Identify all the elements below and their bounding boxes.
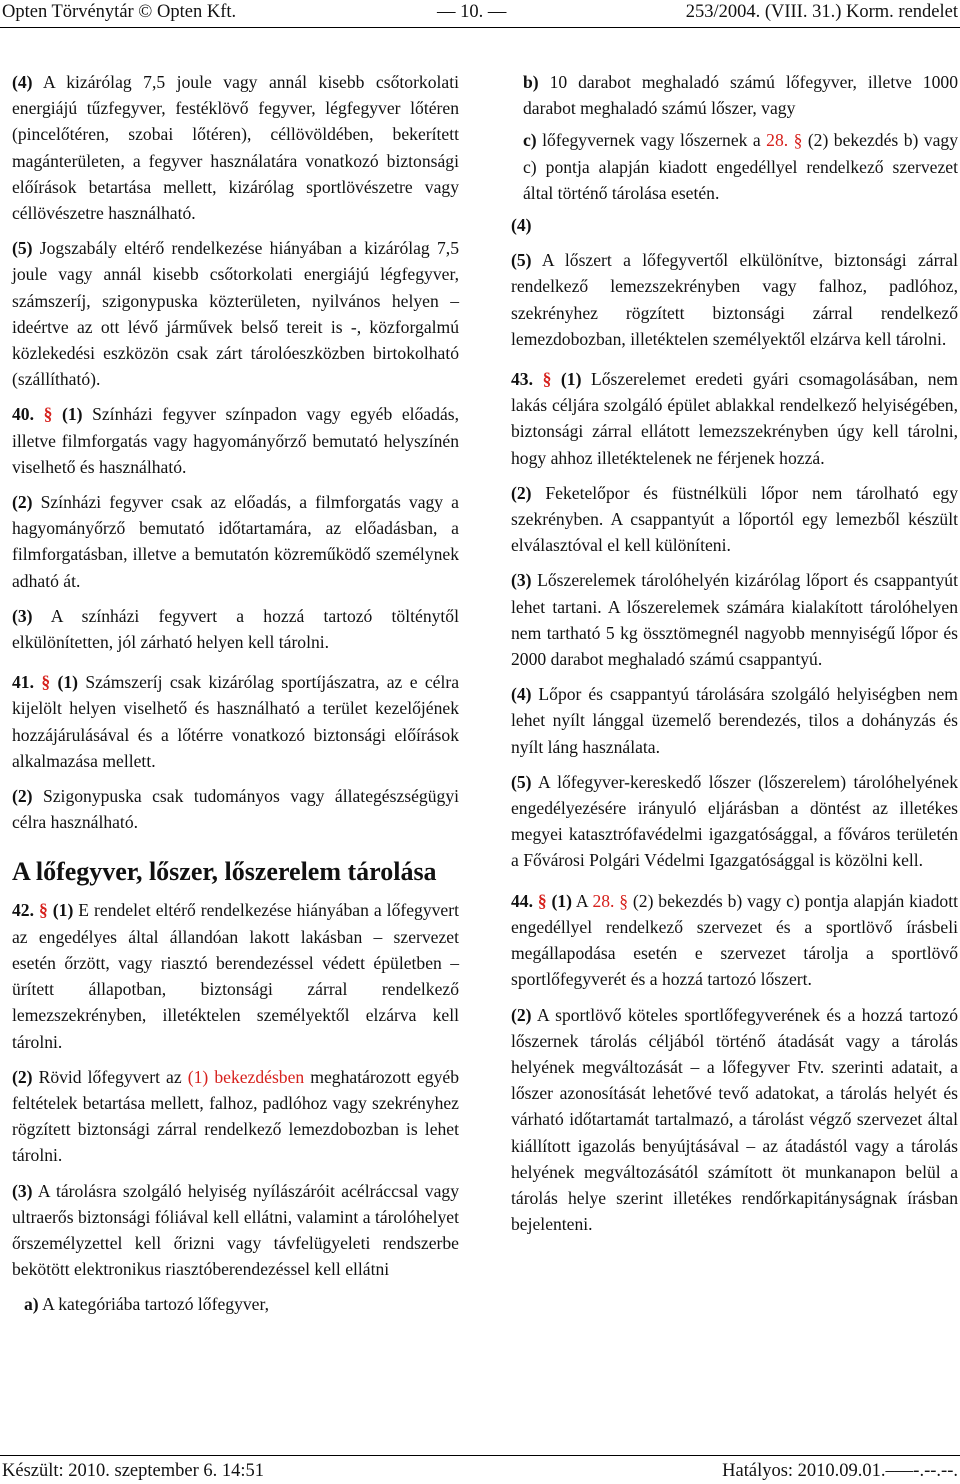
paragraph-number: (3): [511, 570, 532, 591]
section-heading: A lőfegyver, lőszer, lőszerelem tárolása: [12, 857, 437, 887]
section-41-paragraph-2: [12, 783, 459, 835]
section-42-paragraph-1: [12, 897, 459, 1054]
section-sign-link[interactable]: §: [39, 900, 48, 921]
paragraph-number: (1): [551, 890, 572, 911]
paragraph-number: (4): [511, 684, 532, 705]
paragraph-4: [12, 69, 459, 226]
section-sign-link[interactable]: §: [537, 890, 547, 911]
section-number: 44.: [511, 890, 533, 911]
section-number: 43.: [511, 369, 533, 390]
paragraph-text: A tárolásra szolgáló helyiség nyílászáróit acélráccsal vagy ultraerős biztonsági fóliával kell ellátni, valamint a tárolóhelyet őrszemélyzettel kell őrizni vagy távfelügyeleti rendszerbe bekötött elektronikus riasztóberendezéssel kell ellátni: [12, 1180, 459, 1280]
section-reference-link[interactable]: 28. §: [766, 130, 803, 151]
header-decree-title: 253/2004. (VIII. 31.) Korm. rendelet: [685, 2, 958, 22]
footer-created: Készült: 2010. szeptember 6. 14:51: [2, 1461, 265, 1481]
list-item-label: b): [523, 72, 539, 92]
list-item-a: [12, 1291, 459, 1317]
paragraph-number: (5): [511, 771, 532, 792]
section-sign-link[interactable]: §: [41, 672, 51, 693]
list-item-text: 10 darabot meghaladó számú lőfegyver, illetve 1000 darabot meghaladó számú lőszer, vagy: [523, 72, 958, 119]
list-item-text: (2) bekezdés b) vagy c) pontja alapján kiadott engedéllyel rendelkező szervezet által történő tárolása esetén.: [523, 130, 958, 203]
paragraph-text: Lőpor és csappantyú tárolására szolgáló helyiségben nem lehet nyílt lánggal üzemelő berendezés, tilos a dohányzás és nyílt láng használata.: [511, 684, 958, 757]
section-number: 42.: [12, 900, 34, 921]
paragraph-4-empty: [511, 212, 958, 238]
paragraph-number: (1): [560, 369, 582, 390]
paragraph-number: (5): [511, 250, 532, 271]
section-43-paragraph-2: [511, 480, 958, 559]
paragraph-number: (2): [12, 786, 33, 807]
section-44-paragraph-2: [511, 1002, 958, 1238]
section-sign-link[interactable]: §: [542, 369, 552, 390]
section-43-paragraph-4: [511, 681, 958, 760]
section-40-paragraph-3: [12, 603, 459, 655]
paragraph-number: (2): [12, 492, 33, 513]
left-column: [12, 69, 459, 1324]
header-divider: [0, 27, 960, 28]
section-44-paragraph-1: [511, 888, 958, 993]
paragraph-number: (2): [511, 1004, 532, 1025]
paragraph-text: A színházi fegyvert a hozzá tartozó tölténytől elkülönítetten, jól zárható helyen kell tárolni.: [12, 605, 459, 653]
header-page-number: — 10. —: [437, 2, 507, 22]
section-43-paragraph-5: [511, 769, 958, 874]
paragraph-text: A: [572, 890, 593, 911]
paragraph-text: A lőszert a lőfegyvertől elkülönítve, biztonsági zárral rendelkező lemezszekrényben vagy falhoz, padlóhoz, szekrényhez rögzített biztonsági zárral rendelkező lemezdobozban, illetéktelen személyektől elzárva kell tárolni.: [511, 250, 958, 349]
section-43-paragraph-1: [511, 366, 958, 471]
paragraph-number: (5): [12, 238, 33, 259]
paragraph-text: Színházi fegyver csak az előadás, a filmforgatás vagy a hagyományőrző bemutató időtartamára, az előadásban, a filmforgatásban, illetve a bemutatón közreműködő személynek adható át.: [12, 492, 459, 591]
paragraph-number: (1): [57, 672, 78, 693]
section-40-paragraph-2: [12, 489, 459, 594]
paragraph-number: (3): [12, 1180, 33, 1201]
section-41-paragraph-1: [12, 669, 459, 774]
right-column: [511, 69, 958, 1246]
paragraph-text: Számszeríj csak kizárólag sportíjászatra, az e célra kijelölt helyen viselhető és használható a terület kezelőjének hozzájárulásával és a lőtérre vonatkozó biztonsági előírások alkalmazása mellett.: [12, 672, 460, 771]
list-item-label: a): [24, 1294, 39, 1315]
section-42-paragraph-2: [12, 1064, 459, 1169]
paragraph-text: Színházi fegyver színpadon vagy egyéb előadás, illetve filmforgatás vagy hagyományőrző bemutató helyszínén viselhető és használható.: [12, 404, 459, 477]
paragraph-number: (2): [12, 1066, 33, 1087]
paragraph-text: meghatározott egyéb feltételek betartása mellett, falhoz, padlóhoz vagy szekrényhez rögzített biztonsági zárral rendelkező lemezdobozban is lehet tárolni.: [12, 1066, 460, 1166]
page-footer: [0, 1459, 960, 1483]
paragraph-text: A sportlövő köteles sportlőfegyverének és a hozzá tartozó lőszernek tárolás céljából történő átadását vagy a tárolás helyének megváltozását – a lőfegyver Ftv. szerinti adatait, a lőszer azonosítását lehetővé tevő adatokat, a tárolás helyét és várható időtartamát tartalmazó, a tárolást végző szervezet által kiállított igazolás benyújtásával – az átadástól vagy a tárolás helyének megváltozásától számított öt munkanapon belül a tárolás helye szerint illetékes rendőrkapitányságnak írásban bejelenteni.: [511, 1004, 958, 1235]
section-sign-link[interactable]: §: [43, 404, 53, 425]
paragraph-text: Lőszerelemek tárolóhelyén kizárólag lőport és csappantyút lehet tartani. A lőszerelemek számára kialakított tárolóhelyen nem tartható 5 kg össztömegnél nagyobb mennyiségű lőpor és 2000 darabot meghaladó számú csappantyú.: [511, 570, 958, 670]
paragraph-text: Jogszabály eltérő rendelkezése hiányában a kizárólag 7,5 joule vagy annál kisebb csőtorkolati energiájú légfegyver, számszeríj, szigonypuska közterületen, nyilvános helyen – ideértve az ott lévő járművek belső tereit is -, közforgalmú közlekedési eszközön csak zárt tárolóeszközben birtokolható (szállítható).: [12, 238, 459, 390]
paragraph-number: (1): [52, 900, 74, 921]
page-header: [0, 0, 960, 26]
section-number: 41.: [12, 672, 34, 693]
footer-effective: Hatályos: 2010.09.01.–––-.--.--.: [722, 1461, 958, 1481]
paragraph-number: (3): [12, 605, 33, 626]
paragraph-reference-link[interactable]: (1) bekezdésben: [187, 1066, 305, 1087]
paragraph-number: (4): [511, 215, 532, 236]
paragraph-text: A kizárólag 7,5 joule vagy annál kisebb csőtorkolati energiájú tűzfegyver, festéklövő fegyver, légfegyver lőtéren (pincelőtéren, szobai lőtéren), céllövöldében, bekerített magánterületen, a fegyver használatára vonatkozó biztonsági előírások betartása mellett, kizárólag sportlövészetre vagy céllövészetre használható.: [12, 72, 459, 224]
list-item-text: lőfegyvernek vagy lőszernek a: [536, 130, 767, 151]
list-item-label: c): [523, 130, 537, 151]
paragraph-text: Szigonypuska csak tudományos vagy állategészségügyi célra használható.: [12, 786, 459, 833]
paragraph-text: A lőfegyver-kereskedő lőszer (lőszerelem) tárolóhelyének engedélyezésére irányuló eljárásban a döntést az illetékes megyei katasztrófavédelmi igazgatósággal, a főváros területén a Fővárosi Polgári Védelmi Igazgatósággal is közölni kell.: [511, 771, 958, 871]
paragraph-number: (2): [511, 482, 532, 503]
paragraph-text: Rövid lőfegyvert az: [32, 1066, 188, 1087]
paragraph-5: [12, 235, 459, 392]
paragraph-5: [511, 247, 958, 352]
list-item-c: [511, 127, 958, 206]
footer-divider: [0, 1455, 960, 1456]
section-number: 40.: [12, 404, 34, 425]
header-publisher: Opten Törvénytár © Opten Kft.: [2, 2, 237, 22]
section-40-paragraph-1: [12, 401, 459, 480]
paragraph-number: (4): [12, 72, 33, 92]
list-item-text: A kategóriába tartozó lőfegyver,: [38, 1294, 270, 1315]
paragraph-text: Lőszerelemet eredeti gyári csomagolásában, nem lakás céljára szolgáló épület ablakkal rendelkező helyiségében, biztonsági zárral ellátott lemezszekrényben úgy kell tárolni, hogy ahhoz illetéktelenek ne férjenek hozzá.: [511, 369, 958, 468]
paragraph-text: (2) bekezdés b) vagy c) pontja alapján kiadott engedéllyel rendelkező szervezet és a sportlövő írásbeli megállapodása esetén e szervezet tárolja a sportlövő sportlőfegyverét és a hozzá tartozó lőszert.: [511, 890, 958, 990]
section-42-paragraph-3: [12, 1178, 459, 1283]
list-item-b: [511, 69, 958, 121]
paragraph-text: E rendelet eltérő rendelkezése hiányában a lőfegyvert az engedélyes által állandóan lakott lakásban – szervezet esetén őrzött, vagy riasztó berendezéssel védett épületben – ürített állapotban, biztonsági zárral rendelkező lemezszekrényben, illetéktelen személyektől elzárva kell tárolni.: [12, 900, 459, 1052]
paragraph-text: Feketelőpor és füstnélküli lőpor nem tárolható egy szekrényben. A csappantyút a lőportól egy lemezből készült elválasztóval el kell különíteni.: [511, 482, 958, 556]
section-reference-link[interactable]: 28. §: [592, 890, 629, 911]
section-43-paragraph-3: [511, 567, 958, 672]
paragraph-number: (1): [61, 404, 83, 425]
